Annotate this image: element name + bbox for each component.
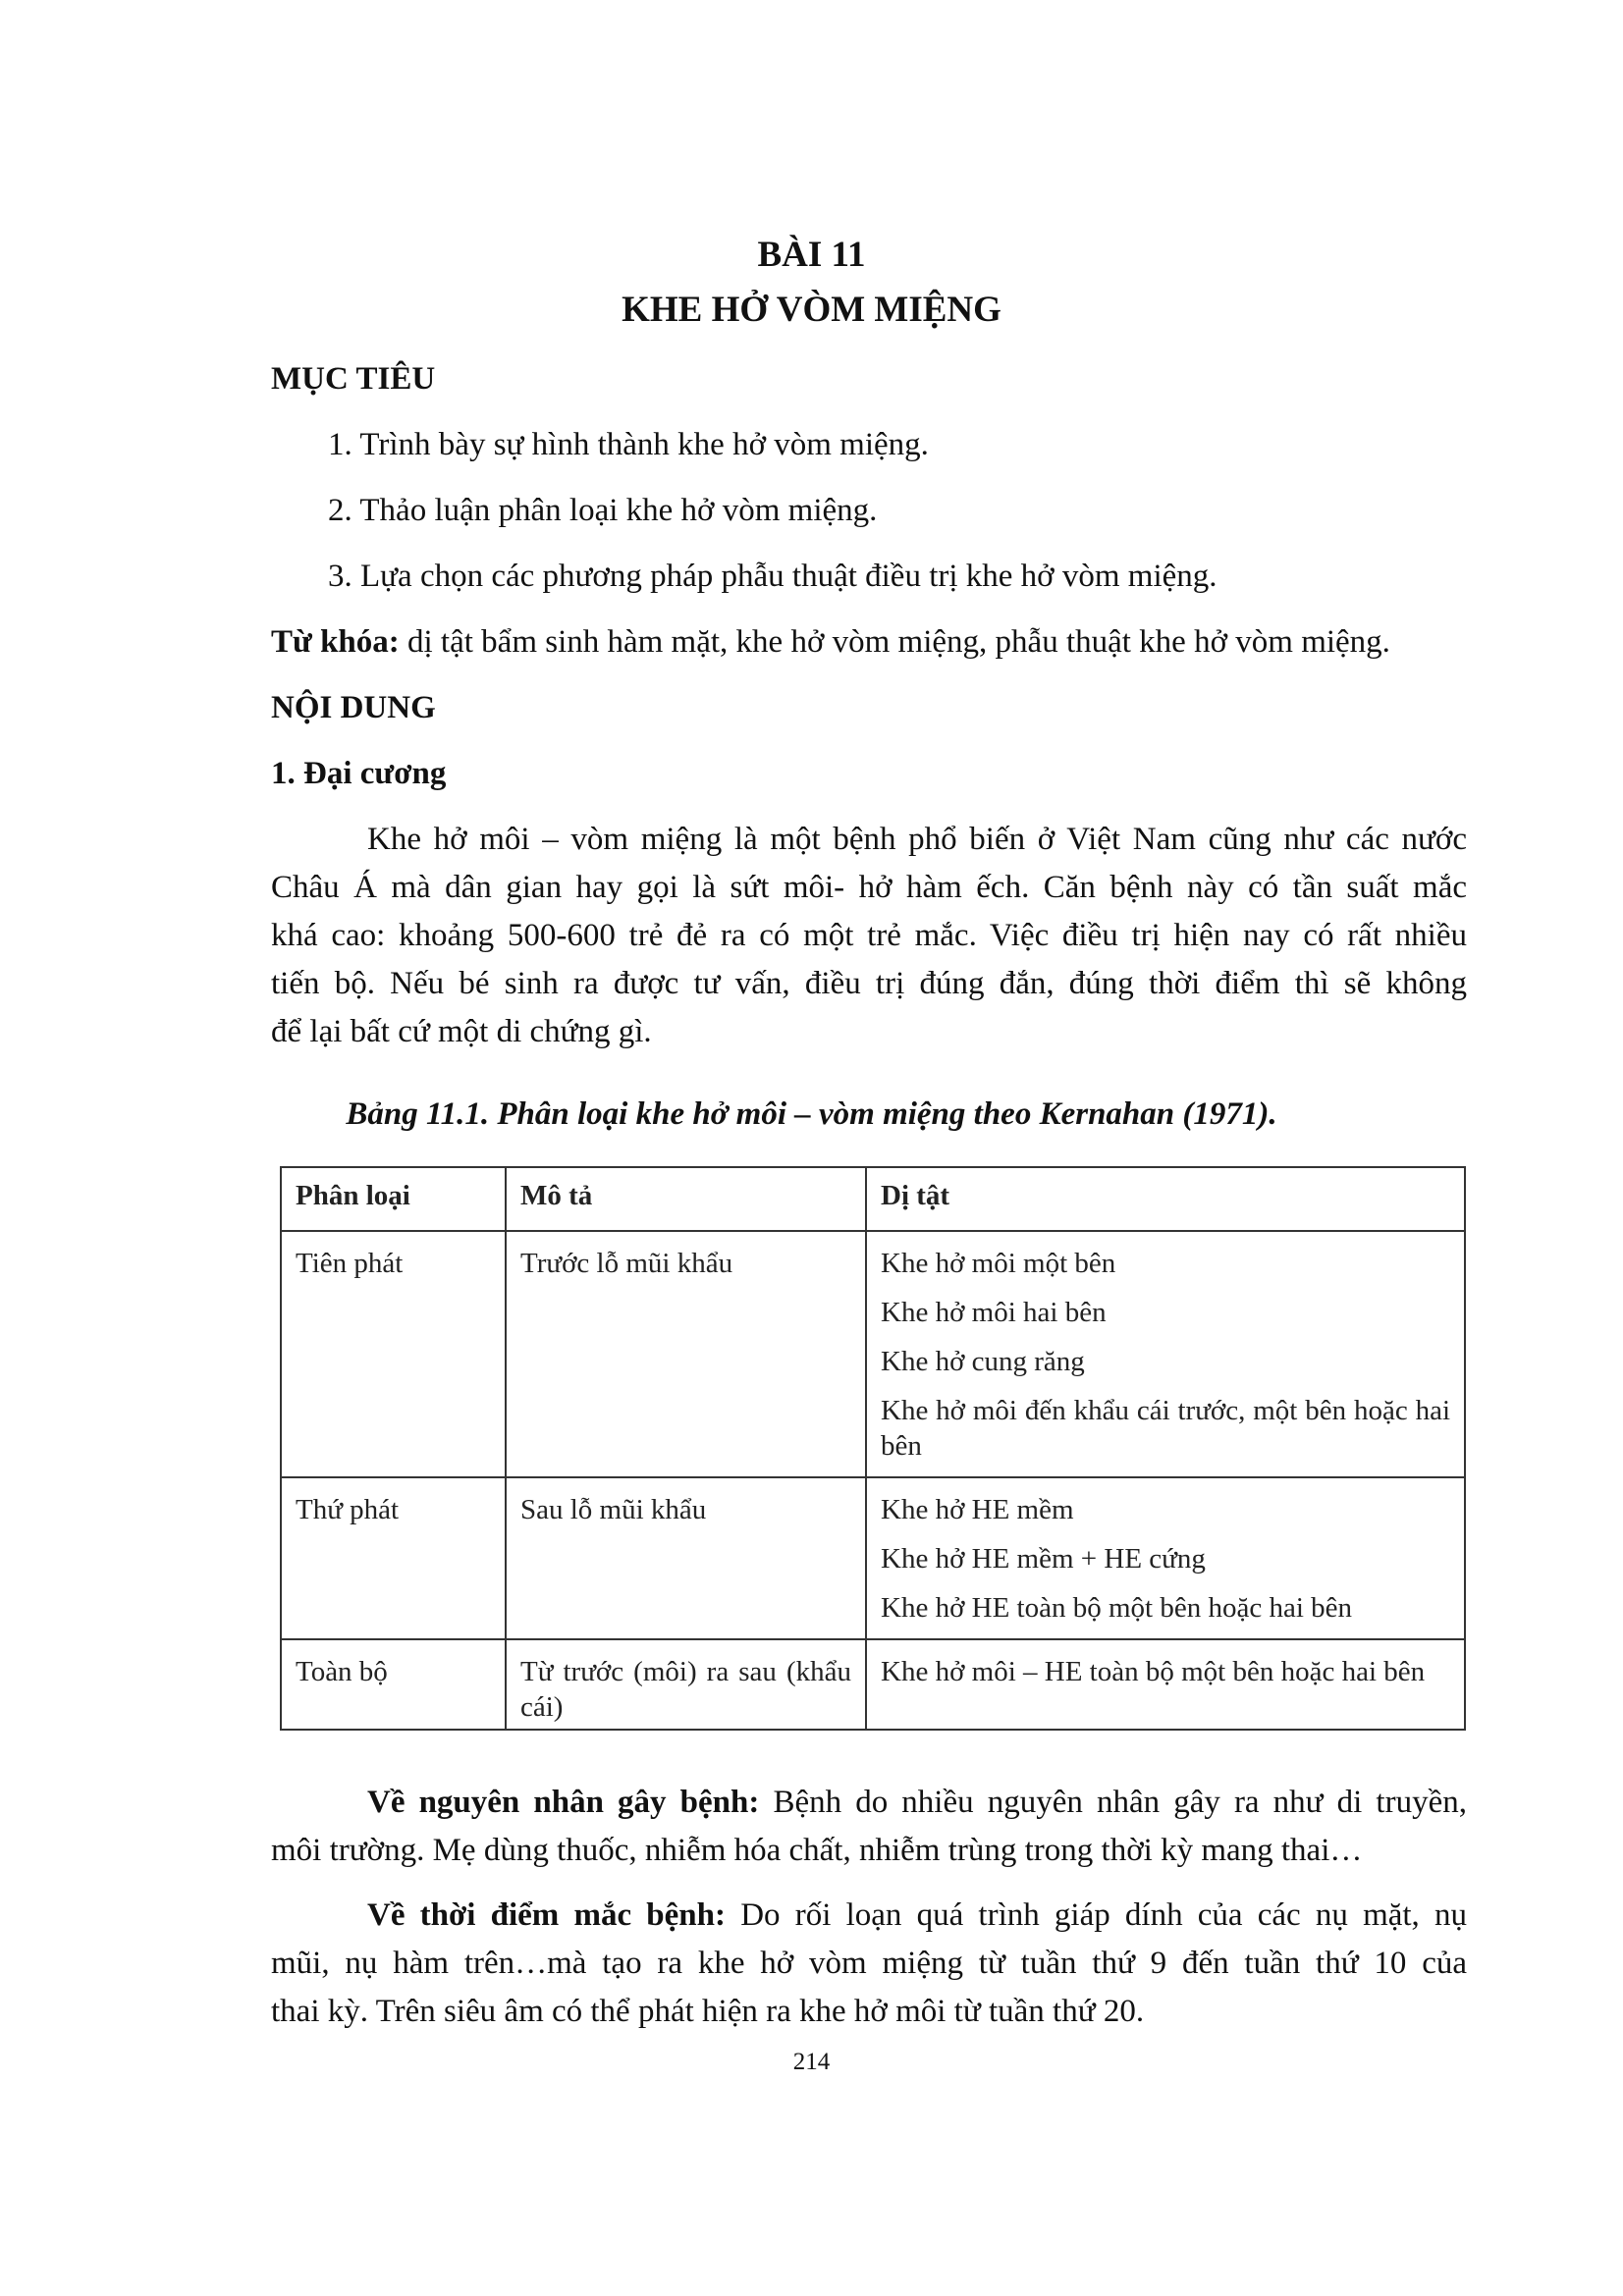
cell-defects: [866, 1477, 1465, 1639]
objective-item-2: 2. Thảo luận phân loại khe hở vòm miệng.: [328, 493, 878, 528]
header-type: Phân loại: [281, 1167, 506, 1231]
defect-item: Khe hở cung răng: [881, 1346, 1085, 1377]
keywords-text: dị tật bẩm sinh hàm mặt, khe hở vòm miệng, phẫu thuật khe hở vòm miệng.: [399, 624, 1390, 660]
table-row: [281, 1477, 1465, 1639]
cause-line-2: môi trường. Mẹ dùng thuốc, nhiễm hóa chất, nhiễm trùng trong thời kỳ mang thai…: [271, 1833, 1363, 1868]
table-header-row: [281, 1167, 1465, 1231]
defect-item: Khe hở HE toàn bộ một bên hoặc hai bên: [881, 1592, 1353, 1624]
cell-description: Sau lỗ mũi khẩu: [506, 1477, 866, 1639]
objective-item-3: 3. Lựa chọn các phương pháp phẫu thuật điều trị khe hở vòm miệng.: [328, 559, 1217, 594]
timing-line-1: Về thời điểm mắc bệnh: Do rối loạn quá trình giáp dính của các nụ mặt, nụ: [367, 1897, 1467, 1933]
header-description: Mô tả: [506, 1167, 866, 1231]
cell-type: Tiên phát: [281, 1231, 506, 1477]
table-row: [281, 1639, 1465, 1730]
page-number: 214: [792, 2049, 831, 2075]
keywords-label: Từ khóa:: [271, 624, 400, 660]
timing-line-3: thai kỳ. Trên siêu âm có thể phát hiện ra khe hở môi từ tuần thứ 20.: [271, 1994, 1145, 2029]
objectives-heading: MỤC TIÊU: [271, 361, 436, 397]
cell-defects: [866, 1231, 1465, 1477]
header-defects: Dị tật: [866, 1167, 1465, 1231]
timing-line-2: mũi, nụ hàm trên…mà tạo ra khe hở vòm miệng từ tuần thứ 9 đến tuần thứ 10 của: [271, 1946, 1467, 1981]
paragraph-line: Châu Á mà dân gian hay gọi là sứt môi- hở hàm ếch. Căn bệnh này có tần suất mắc: [271, 870, 1467, 905]
lesson-title: [0, 228, 1623, 338]
paragraph-line: để lại bất cứ một di chứng gì.: [271, 1014, 652, 1049]
table-row: [281, 1231, 1465, 1477]
defect-item: Khe hở môi một bên: [881, 1248, 1116, 1279]
cause-label: Về nguyên nhân gây bệnh:: [367, 1785, 760, 1820]
paragraph-line: tiến bộ. Nếu bé sinh ra được tư vấn, điều trị đúng đắn, đúng thời điểm thì sẽ không: [271, 966, 1467, 1001]
cell-description: Trước lỗ mũi khẩu: [506, 1231, 866, 1477]
defect-item: Khe hở HE mềm: [881, 1494, 1074, 1525]
timing-label: Về thời điểm mắc bệnh:: [367, 1897, 727, 1933]
keywords-line: [271, 624, 1390, 661]
paragraph-line: Khe hở môi – vòm miệng là một bệnh phổ biến ở Việt Nam cũng như các nước: [367, 822, 1467, 857]
cause-line-1: Về nguyên nhân gây bệnh: Bệnh do nhiều nguyên nhân gây ra như di truyền,: [367, 1785, 1467, 1820]
defect-item: Khe hở môi hai bên: [881, 1297, 1107, 1328]
objective-item-1: 1. Trình bày sự hình thành khe hở vòm miệng.: [328, 427, 929, 462]
content-heading: NỘI DUNG: [271, 690, 436, 725]
table-caption: Bảng 11.1. Phân loại khe hở môi – vòm miệng theo Kernahan (1971).: [346, 1096, 1277, 1132]
classification-table: [280, 1166, 1466, 1731]
cell-type: Thứ phát: [281, 1477, 506, 1639]
lesson-number: BÀI 11: [757, 235, 866, 275]
defect-item: Khe hở môi đến khẩu cái trước, một bên hoặc hai bên: [881, 1395, 1450, 1462]
cell-type: Toàn bộ: [281, 1639, 506, 1730]
section-1-heading: 1. Đại cương: [271, 756, 447, 791]
lesson-name: KHE HỞ VÒM MIỆNG: [622, 290, 1001, 330]
cell-description: Từ trước (môi) ra sau (khẩu cái): [506, 1639, 866, 1730]
defect-item: Khe hở HE mềm + HE cứng: [881, 1543, 1206, 1575]
paragraph-line: khá cao: khoảng 500-600 trẻ đẻ ra có một trẻ mắc. Việc điều trị hiện nay có rất nhiều: [271, 918, 1467, 953]
cell-defects: Khe hở môi – HE toàn bộ một bên hoặc hai bên: [866, 1639, 1465, 1730]
